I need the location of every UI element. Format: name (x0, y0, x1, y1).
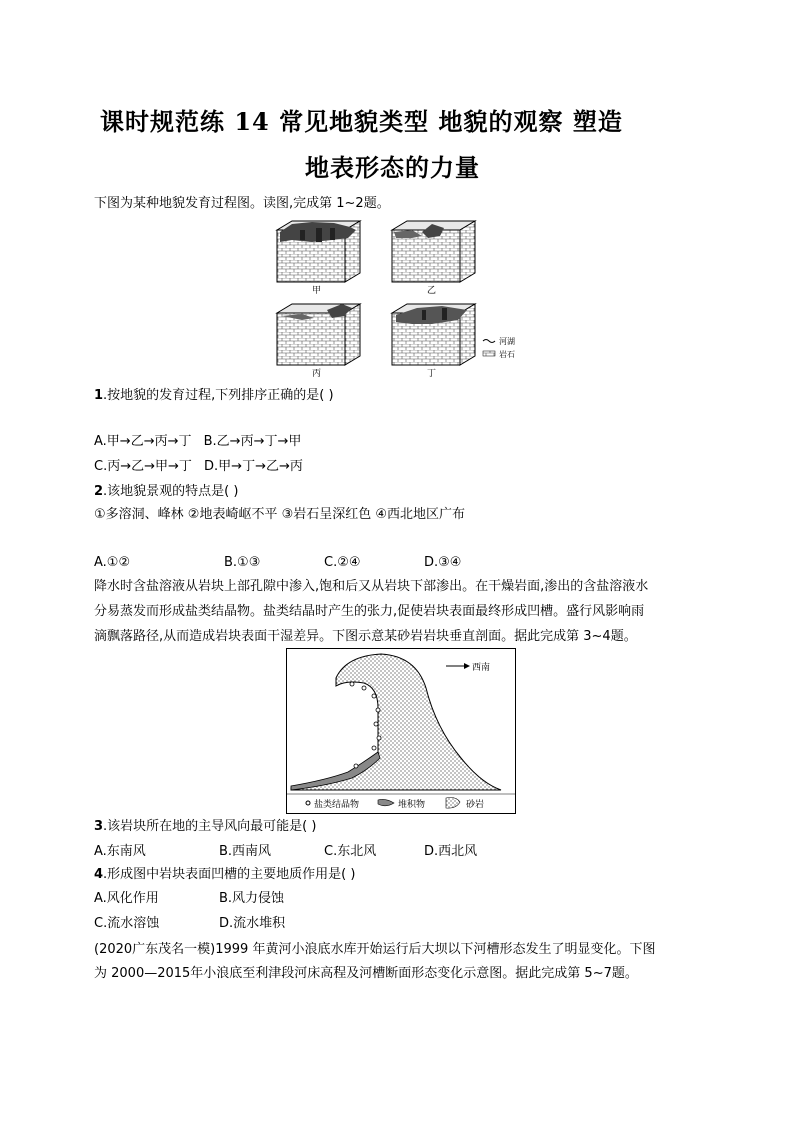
q3-option-a[interactable]: A.东南风 (94, 844, 146, 859)
q2-option-a[interactable]: A.①② (94, 555, 131, 570)
block-ding (392, 304, 475, 365)
legend-salt: 盐类结晶物 (314, 800, 360, 810)
q1-option-d[interactable]: D.甲→丁→乙→丙 (204, 459, 303, 474)
label-ding: 丁 (427, 369, 437, 379)
q1-option-a[interactable]: A.甲→乙→丙→丁 (94, 434, 192, 449)
label-bing: 丙 (312, 369, 322, 379)
q4-option-a[interactable]: A.风化作用 (94, 891, 159, 906)
legend-rock: 岩石 (499, 350, 515, 359)
block-jia (277, 221, 360, 282)
question-4-options-row1 (94, 890, 284, 907)
passage-2-line1: 降水时含盐溶液从岩块上部孔隙中渗入,饱和后又从岩块下部渗出。在干燥岩面,渗出的含盐溶液水 (94, 579, 649, 594)
question-4-options-row2 (94, 915, 285, 932)
q3-option-b[interactable]: B.西南风 (219, 844, 272, 859)
block-yi (392, 221, 475, 282)
q3-option-c[interactable]: C.东北风 (324, 844, 377, 859)
q4-option-c[interactable]: C.流水溶蚀 (94, 916, 160, 931)
question-1-stem: 1.按地貌的发育过程,下列排序正确的是( ) (94, 388, 334, 403)
q4-option-b[interactable]: B.风力侵蚀 (219, 891, 285, 906)
landform-development-figure (272, 218, 522, 383)
q1-option-c[interactable]: C.丙→乙→甲→丁 (94, 459, 192, 474)
question-4-stem: 4.形成图中岩块表面凹槽的主要地质作用是( ) (94, 867, 356, 882)
q2-option-b[interactable]: B.①③ (224, 555, 261, 570)
label-jia: 甲 (312, 286, 322, 296)
page-title-line1: 课时规范练 14 常见地貌类型 地貌的观察 塑造 (100, 107, 623, 136)
question-2-options (94, 554, 461, 571)
page-title-line2: 地表形态的力量 (305, 153, 480, 182)
question-1-options-row2 (94, 458, 303, 475)
salt-legend-icon (306, 801, 310, 805)
label-yi: 乙 (427, 286, 437, 296)
legend-sandstone: 砂岩 (466, 800, 485, 810)
legend-lake: 河湖 (499, 337, 515, 346)
q1-option-b[interactable]: B.乙→丙→丁→甲 (203, 434, 302, 449)
intro-text-1: 下图为某种地貌发育过程图。读图,完成第 1~2题。 (94, 196, 390, 211)
question-2-items: ①多溶洞、峰林 ②地表崎岖不平 ③岩石呈深红色 ④西北地区广布 (94, 507, 466, 522)
block-bing (277, 304, 360, 365)
passage-2-line2: 分易蒸发而形成盐类结晶物。盐类结晶时产生的张力,促使岩块表面最终形成凹槽。盛行风影响雨 (94, 604, 645, 619)
question-2-stem: 2.该地貌景观的特点是( ) (94, 484, 239, 499)
question-3-stem: 3.该岩块所在地的主导风向最可能是( ) (94, 819, 317, 834)
q4-option-d[interactable]: D.流水堆积 (219, 916, 286, 931)
legend-deposit: 堆积物 (398, 800, 426, 810)
q3-option-d[interactable]: D.西北风 (424, 844, 478, 859)
q2-option-d[interactable]: D.③④ (424, 555, 462, 570)
sandstone-profile-figure (286, 648, 516, 814)
passage-3-line2: 为 2000—2015年小浪底至利津段河床高程及河槽断面形态变化示意图。据此完成第 5~7题。 (94, 966, 638, 981)
q2-option-c[interactable]: C.②④ (324, 555, 361, 570)
rock-legend-icon (483, 351, 495, 356)
passage-2-line3: 滴飘落路径,从而造成岩块表面干湿差异。下图示意某砂岩岩块垂直剖面。据此完成第 3~4题。 (94, 629, 637, 644)
direction-label: 西南 (472, 663, 491, 673)
question-1-options-row1 (94, 433, 301, 450)
question-3-options (94, 843, 477, 860)
lake-legend-icon (483, 340, 495, 343)
passage-3-line1: (2020广东茂名一模)1999 年黄河小浪底水库开始运行后大坝以下河槽形态发生了明显变化。下图 (94, 942, 656, 957)
